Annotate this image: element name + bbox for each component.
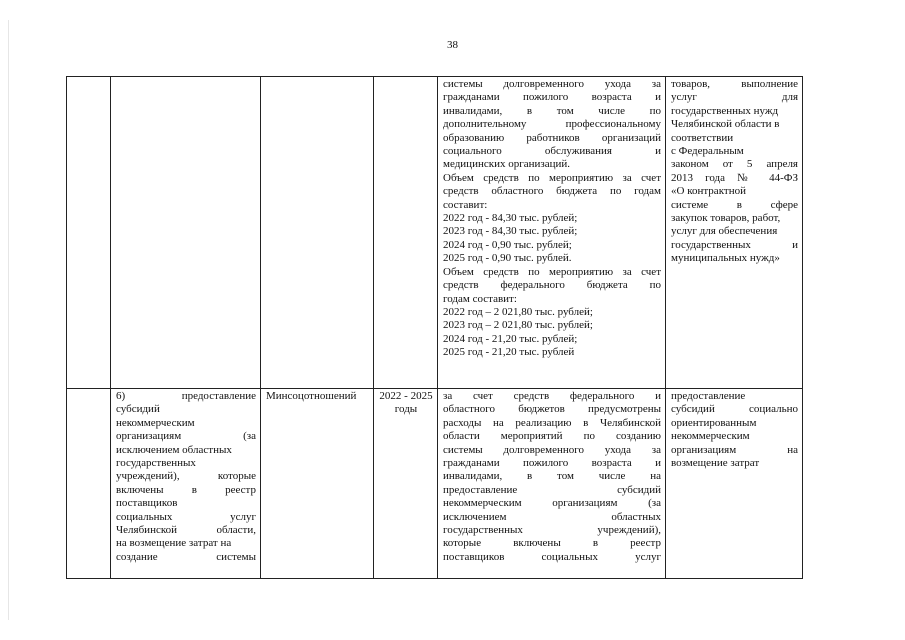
program-activities-table: [66, 76, 803, 579]
page-number: 38: [447, 39, 458, 51]
text-line: областного бюджетов предусмотрены: [443, 403, 661, 416]
text-line: субсидий социально: [671, 403, 798, 416]
text-line: услуг для обеспечения: [671, 225, 778, 238]
text-line: средств федерального бюджета по: [443, 279, 661, 292]
cell-executor: [261, 77, 374, 389]
text-line: которые включены в реестр: [443, 537, 661, 550]
text-line: гражданами пожилого возраста и: [443, 91, 661, 104]
text-line: области мероприятий по созданию: [443, 430, 661, 443]
text-line: медицинских организаций.: [443, 158, 571, 171]
text-line: государственных: [116, 457, 196, 470]
term-unit: годы: [394, 403, 418, 416]
cell-number: [67, 77, 111, 389]
text-line: за счет средств федерального и: [443, 390, 661, 402]
text-line: закупок товаров, работ,: [671, 212, 781, 225]
margin-line: [8, 20, 9, 620]
cell-number: [67, 389, 111, 579]
cell-result: [666, 389, 803, 579]
text-line: инвалидами, в том числе на: [443, 470, 661, 483]
text-line: законом от 5 апреля: [671, 158, 798, 171]
text-line: товаров, выполнение: [671, 78, 798, 90]
text-line: ориентированным: [671, 416, 757, 429]
text-line: «О контрактной: [671, 185, 746, 198]
text-line: предоставление: [671, 390, 746, 402]
text-line: Объем средств по мероприятию за счет: [443, 265, 661, 278]
text-line: услуг для: [671, 91, 798, 104]
text-line: социальных услуг: [116, 510, 256, 523]
text-line: некоммерческим: [116, 416, 195, 429]
cell-description: [438, 389, 666, 579]
text-line: возмещение затрат: [671, 457, 760, 470]
text-line: исключением областных: [443, 510, 661, 523]
text-line: поставщиков социальных услуг: [443, 550, 661, 563]
text-line: 2025 год - 21,20 тыс. рублей: [443, 346, 575, 359]
text-line: включены в реестр: [116, 483, 256, 496]
cell-term: [374, 389, 438, 579]
text-line: некоммерческим: [671, 430, 750, 443]
text-line: 2024 год - 0,90 тыс. рублей;: [443, 238, 572, 251]
text-line: на возмещение затрат на: [116, 537, 232, 550]
cell-description: [438, 77, 666, 389]
text-line: инвалидами, в том числе по: [443, 104, 661, 117]
text-line: муниципальных нужд»: [671, 252, 780, 265]
text-line: образованию работников организаций: [443, 131, 661, 144]
text-line: организациям на: [671, 443, 798, 456]
text-line: 2025 год - 0,90 тыс. рублей.: [443, 252, 572, 265]
cell-activity-name: [111, 77, 261, 389]
text-line: 2013 года № 44-ФЗ: [671, 171, 798, 184]
text-line: 2024 год - 21,20 тыс. рублей;: [443, 332, 578, 345]
text-line: организациям (за: [116, 430, 256, 443]
text-line: с Федеральным: [671, 145, 744, 158]
text-line: составит:: [443, 198, 488, 211]
table-row: [67, 77, 803, 389]
table-row: [67, 389, 803, 579]
text-line: создание системы: [116, 550, 256, 563]
text-line: социального обслуживания и: [443, 145, 661, 158]
text-line: государственных нужд: [671, 104, 779, 117]
text-line: дополнительному профессиональному: [443, 118, 661, 131]
text-line: государственных учреждений),: [443, 524, 661, 537]
text-line: Челябинской области в: [671, 118, 780, 131]
text-line: поставщиков: [116, 497, 178, 510]
text-line: Объем средств по мероприятию за счет: [443, 171, 661, 184]
text-line: гражданами пожилого возраста и: [443, 457, 661, 470]
text-line: 2022 год - 84,30 тыс. рублей;: [443, 212, 578, 225]
text-line: системе в сфере: [671, 198, 798, 211]
text-line: расходы на реализацию в Челябинской: [443, 416, 661, 429]
text-line: предоставление субсидий: [443, 483, 661, 496]
cell-result: [666, 77, 803, 389]
cell-executor: [261, 389, 374, 579]
cell-term: [374, 77, 438, 389]
text-line: 2022 год – 2 021,80 тыс. рублей;: [443, 305, 593, 318]
text-line: средств областного бюджета по годам: [443, 185, 661, 198]
text-line: субсидий: [116, 403, 160, 416]
text-line: Челябинской области,: [116, 524, 256, 537]
text-line: государственных и: [671, 238, 798, 251]
text-line: исключением областных: [116, 443, 232, 456]
text-line: некоммерческим организациям (за: [443, 497, 661, 510]
executor-text: Минсоцотношений: [266, 390, 357, 402]
text-line: годам составит:: [443, 292, 517, 305]
text-line: учреждений), которые: [116, 470, 256, 483]
term-years: 2022 - 2025: [379, 390, 433, 402]
text-line: 2023 год – 2 021,80 тыс. рублей;: [443, 319, 593, 332]
cell-activity-name: [111, 389, 261, 579]
text-line: системы долговременного ухода за: [443, 78, 661, 90]
text-line: 6) предоставление: [116, 390, 256, 402]
text-line: 2023 год - 84,30 тыс. рублей;: [443, 225, 578, 238]
text-line: системы долговременного ухода за: [443, 443, 661, 456]
text-line: соответствии: [671, 131, 734, 144]
